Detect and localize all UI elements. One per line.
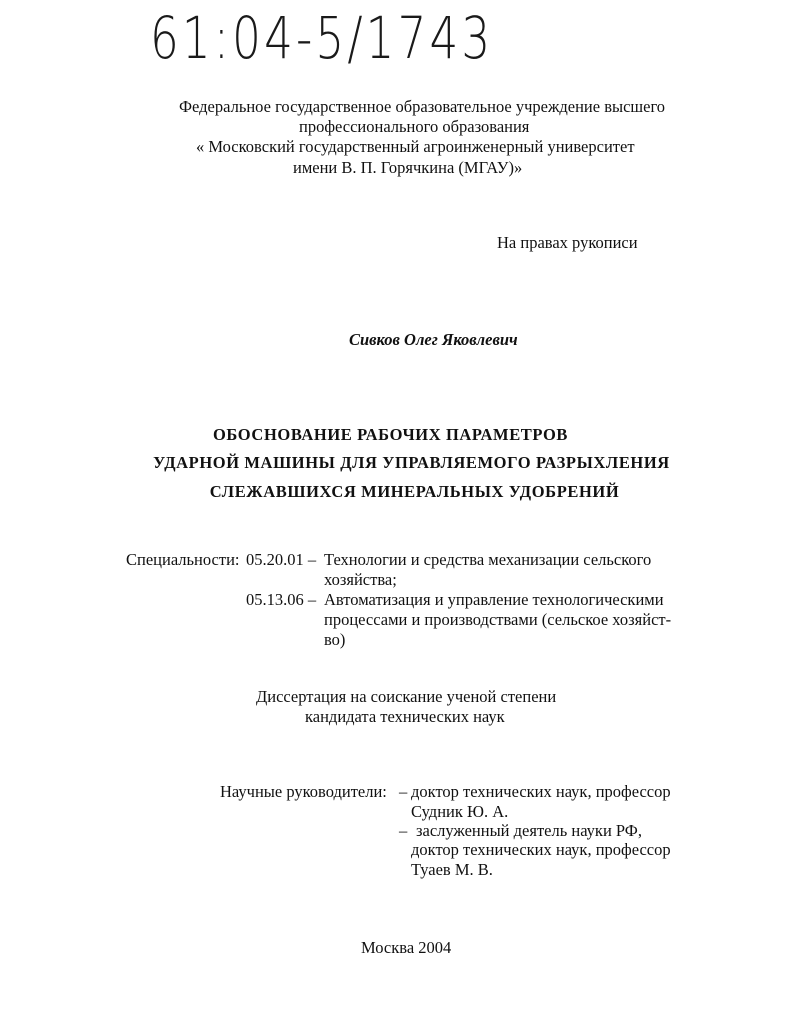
specialty-2-line-1: Автоматизация и управление технологическими: [324, 590, 664, 609]
advisor-1-title: доктор технических наук, профессор: [411, 782, 671, 801]
advisor-1-name: Судник Ю. А.: [411, 802, 509, 821]
institution-line-4: имени В. П. Горячкина (МГАУ)»: [293, 158, 523, 177]
advisor-2-name: Туаев М. В.: [411, 860, 493, 879]
city-year: Москва 2004: [361, 938, 452, 957]
handwritten-stamp: 61:04-5/1743: [150, 4, 494, 72]
institution-line-3: « Московский государственный агроинженерный университет: [196, 137, 635, 156]
title-line-2: УДАРНОЙ МАШИНЫ ДЛЯ УПРАВЛЯЕМОГО РАЗРЫХЛЕНИЯ: [153, 453, 670, 472]
title-line-3: СЛЕЖАВШИХСЯ МИНЕРАЛЬНЫХ УДОБРЕНИЙ: [209, 482, 620, 501]
specialty-2-line-3: во): [324, 630, 346, 649]
rights-note: На правах рукописи: [497, 233, 638, 252]
dissertation-line-1: Диссертация на соискание ученой степени: [256, 687, 557, 706]
specialty-2-line-2: процессами и производствами (сельское хозяйст-: [324, 610, 672, 629]
author-name: Сивков Олег Яковлевич: [349, 330, 518, 349]
institution-line-1: Федеральное государственное образовательное учреждение высшего: [179, 97, 666, 116]
advisor-2-dash: –: [399, 821, 408, 840]
advisor-2-title-1: заслуженный деятель науки РФ,: [416, 821, 642, 840]
advisors-label: Научные руководители:: [220, 782, 387, 801]
specialty-1-code: 05.20.01 –: [246, 550, 317, 569]
dissertation-line-2: кандидата технических наук: [305, 707, 505, 726]
advisor-2-title-2: доктор технических наук, профессор: [411, 840, 671, 859]
specialty-1-line-1: Технологии и средства механизации сельского: [324, 550, 652, 569]
institution-line-2: профессионального образования: [299, 117, 530, 136]
specialties-label: Специальности:: [126, 550, 240, 569]
title-line-1: ОБОСНОВАНИЕ РАБОЧИХ ПАРАМЕТРОВ: [212, 425, 569, 444]
advisor-1-dash: –: [399, 782, 408, 801]
specialty-1-line-2: хозяйства;: [324, 570, 397, 589]
specialty-2-code: 05.13.06 –: [246, 590, 317, 609]
